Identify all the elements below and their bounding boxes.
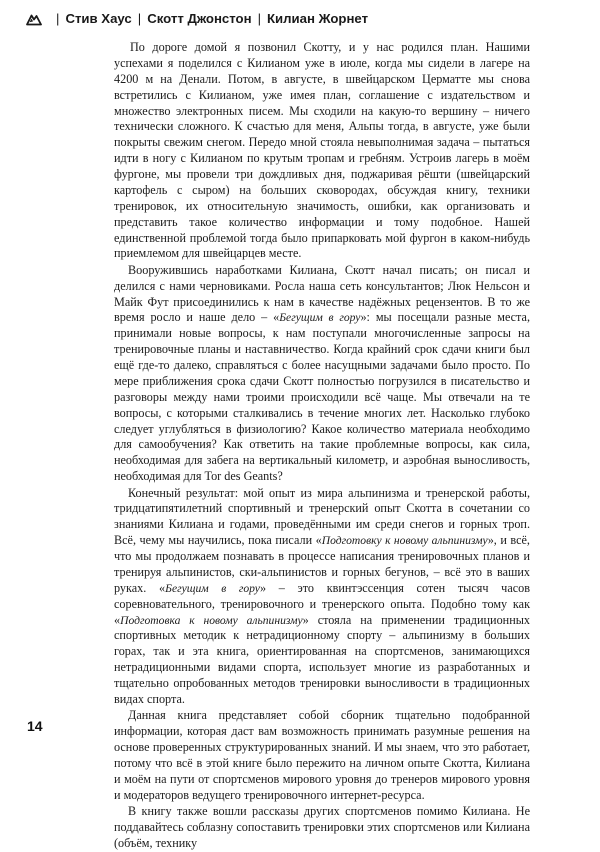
paragraph: [114, 40, 530, 262]
paragraph: [114, 804, 530, 852]
paragraph-text: » – это квинтэссенция сотен тысяч часов соревновательного, тренировочного и тренерского опыта. Подобно тому как «: [114, 580, 530, 627]
italic-title: Бегущим в гору: [279, 311, 361, 325]
paragraph-text: » стояла на применении традиционных спортивных методик к нетрадиционному спорту – альпинизму в больших горах, так и эта книга, ориентированная на спортсменов, занимающихся нетрадиционными видами спорта, использует многие из разработанных и тщательно опробованных методов тренировки выносливости в традиционных видах спорта.: [114, 612, 530, 706]
header-author-2: Скотт Джонстон: [147, 10, 252, 26]
paragraph-text: По дороге домой я позвонил Скотту, и у нас родился план. Нашими успехами я поделился с Килианом уже в июле, когда мы сидели в лагере на 4200 м на Денали. Потом, в августе, в швейцарском Церматте мы снова встретились с Килианом, уже имея план, соглашение с издательством и множество электронных писем. Мы сходили на какую-то вершину – ничего технически сложного. К счастью для меня, Альпы тогда, в августе, уже были покрыты свежим снегом. Передо мной стояла невыполнимая задача – пытаться идти в ногу с Килианом по крутым тропам и гребням. Устроив лагерь в моём фургоне, мы провели три дождливых дня, поджаривая рёшти (швейцарский картофель с сыром) на больших сковородах, обсуждая книгу, техники тренировок, их относительную значимость, ошибки, как организовать и представить такое количество информации и тому подобное. Нашей единственной проблемой тогда было припарковать мой фургон в каком-нибудь приемлемом для швейцарцев месте.: [114, 40, 530, 261]
header-author-1: Стив Хаус: [65, 10, 132, 26]
header-separator: |: [137, 10, 142, 26]
paragraph-text: »: мы посещали разные места, принимали новые вопросы, к нам поступали многочисленные запросы на тренировочные планы и наставничество. Когда крайний срок сдачи книги был ещё где-то далеко, справляться с более насущными задачами было просто. По мере приближения срока сдачи Скотт полностью погрузился в писательство и разговоры между нами троими происходили всё чаще. Мы отвечали на те вопросы, с которыми сталкивались в течение многих лет. Насколько глубоко следует углубляться в физиологию? Какое количество материала необходимо для самообучения? Как ответить на такие проблемные вопросы, как сила, необходимая для забега на вертикальный километр, и аэробная выносливость, необходимая для Tor des Geants?: [114, 310, 530, 484]
paragraph-text: », и всё, что мы продолжаем познавать в процессе написания тренировочных планов и тренируя альпинистов, ски-альпинистов и горных бегунов, – всё это в ваших руках. «: [114, 533, 530, 595]
italic-title: Подготовка к новому альпинизму: [120, 613, 303, 627]
mountain-logo-icon: [26, 10, 42, 26]
italic-title: Бегущим в гору: [165, 581, 260, 595]
paragraph: [114, 263, 530, 485]
header-separator: |: [257, 10, 261, 26]
running-header: [26, 10, 368, 26]
paragraph: [114, 708, 530, 803]
paragraph-text: Конечный результат: мой опыт из мира альпинизма и тренерской работы, тридцатипятилетний спортивный и тренерский опыт Скотта в сочетании со знаниями Килиана и годами, проведёнными им среди снегов и горных троп. Всё, чему мы научились, пока писали «: [114, 485, 530, 548]
body-text: [114, 40, 530, 852]
paragraph: [114, 486, 530, 708]
header-author-3: Килиан Жорнет: [267, 10, 369, 26]
header-separator: |: [56, 10, 60, 26]
italic-title: Подготовку к новому альпинизму: [321, 534, 488, 548]
paragraph-text: В книгу также вошли рассказы других спортсменов помимо Килиана. Не поддавайтесь соблазну сопоставить тренировки этих спортсменов или Килиана (объём, технику: [114, 804, 530, 850]
paragraph-text: Данная книга представляет собой сборник тщательно подобранной информации, которая даст вам возможность принимать разумные решения на основе проверенных структурированных знаний. И мы знаем, что это работает, потому что всё в этой книге было пережито на личном опыте Скотта, Килиана и моём на пути от спортсменов мирового уровня до тренеров мирового уровня и модераторов ведущего тренировочного интернет-ресурса.: [114, 708, 530, 802]
paragraph-text: Вооружившись наработками Килиана, Скотт начал писать; он писал и делился с нами черновиками. Росла наша сеть консультантов; Люк Нельсон и Майк Фут присоединились к нам в качестве надёжных рецензентов. В то же время росло и наше дело – «: [114, 262, 530, 325]
page-number: 14: [27, 718, 43, 734]
